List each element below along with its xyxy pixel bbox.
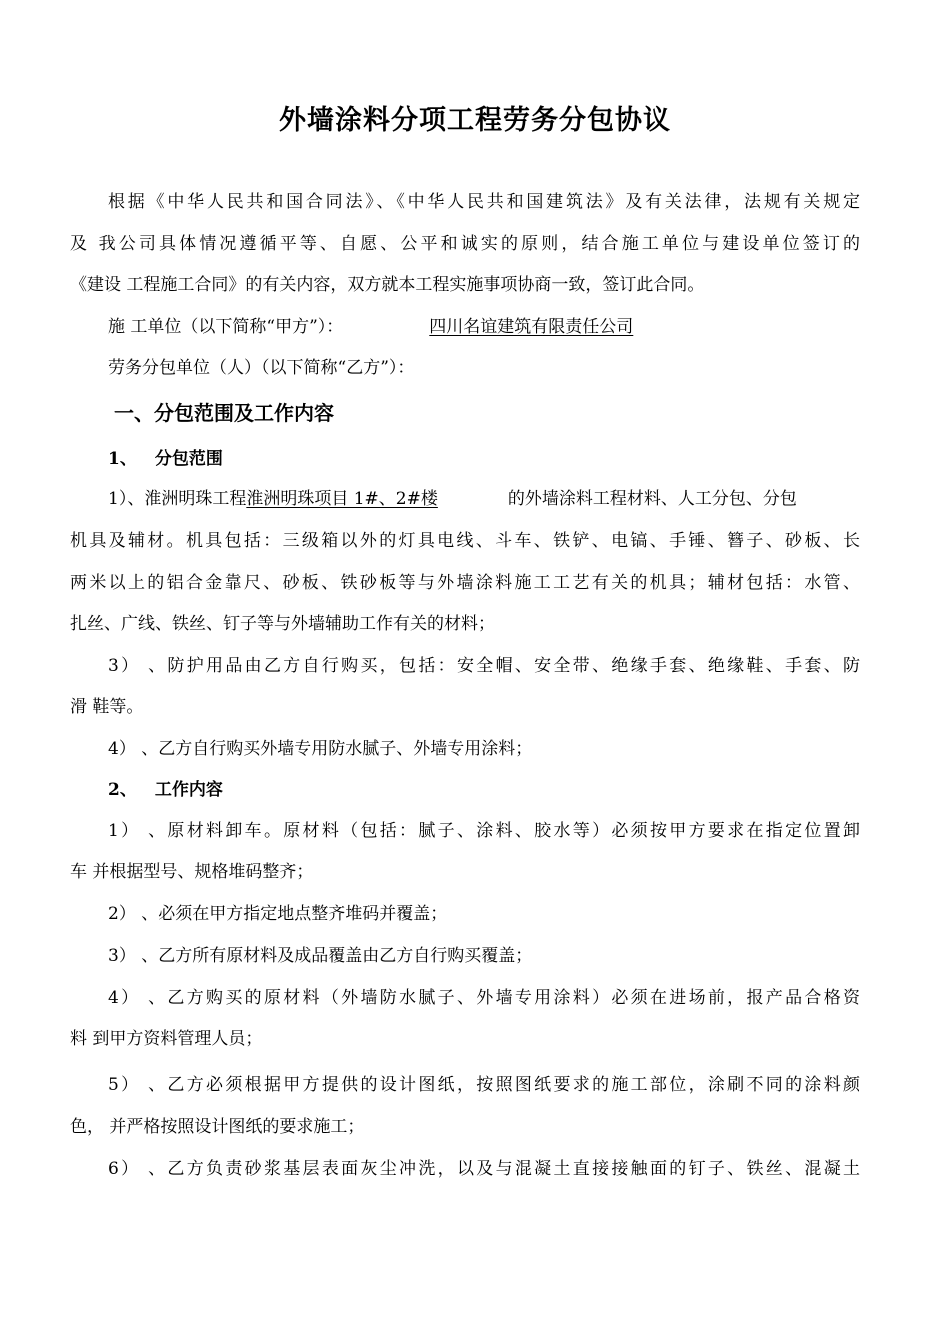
- section-1-heading: 一、分包范围及工作内容: [114, 401, 334, 425]
- subsection-2-number: 2、: [108, 780, 137, 800]
- intro-line-3: 《建设 工程施工合同》的有关内容，双方就本工程实施事项协商一致，签订此合同。: [70, 275, 705, 295]
- subsection-1-heading: [108, 448, 898, 470]
- subsection-2-title: 工作内容: [154, 780, 223, 800]
- party-b-line: 劳务分包单位（人）（以下简称“乙方”）：: [108, 358, 415, 378]
- work-item-2-line-1: 2） 、必须在甲方指定地点整齐堆码并覆盖；: [108, 904, 448, 924]
- party-a-name: 四川名谊建筑有限责任公司: [429, 317, 634, 337]
- work-item-4-line-1: 4） 、乙方购买的原材料（外墙防水腻子、外墙专用涂料）必须在进场前，报产品合格资: [108, 988, 860, 1008]
- party-a-line: [108, 316, 898, 338]
- scope-item-1-line-3: 两米以上的铝合金靠尺、砂板、铁砂板等与外墙涂料施工工艺有关的机具；辅材包括：水管、: [70, 573, 860, 593]
- scope-item-1-project: 淮洲明珠项目 1#、2#楼: [246, 489, 438, 509]
- subsection-1-number: 1、: [108, 449, 137, 469]
- scope-item-1-suffix: 的外墙涂料工程材料、人工分包、分包: [507, 489, 797, 509]
- scope-item-1-line-2: 机具及辅材。机具包括：三级箱以外的灯具电线、斗车、铁铲、电镐、手锤、簪子、砂板、长: [70, 531, 860, 551]
- intro-line-2: 及 我公司具体情况遵循平等、自愿、公平和诚实的原则，结合施工单位与建设单位签订的: [70, 234, 860, 254]
- scope-item-1-line-1: [108, 488, 898, 510]
- work-item-5-line-2: 色， 并严格按照设计图纸的要求施工；: [70, 1117, 365, 1137]
- party-a-label: 施 工单位（以下简称“甲方”）：: [108, 317, 344, 337]
- subsection-2-heading: [108, 779, 898, 801]
- scope-item-3-line-1: 3） 、防护用品由乙方自行购买，包括：安全帽、安全带、绝缘手套、绝缘鞋、手套、防: [108, 656, 860, 676]
- scope-item-4-line-1: 4） 、乙方自行购买外墙专用防水腻子、外墙专用涂料；: [108, 739, 533, 759]
- work-item-1-line-2: 车 并根据型号、规格堆码整齐；: [70, 862, 314, 882]
- scope-item-1-line-4: 扎丝、广线、铁丝、钉子等与外墙辅助工作有关的材料；: [70, 614, 495, 634]
- work-item-3-line-1: 3） 、乙方所有原材料及成品覆盖由乙方自行购买覆盖；: [108, 946, 533, 966]
- scope-item-1-prefix: 1）、淮洲明珠工程: [108, 489, 247, 509]
- document-title: 外墙涂料分项工程劳务分包协议: [279, 105, 671, 136]
- work-item-6-line-1: 6） 、乙方负责砂浆基层表面灰尘冲洗，以及与混凝土直接接触面的钉子、铁丝、混凝土: [108, 1159, 860, 1179]
- work-item-1-line-1: 1） 、原材料卸车。原材料（包括：腻子、涂料、胶水等）必须按甲方要求在指定位置卸: [108, 821, 860, 841]
- scope-item-3-line-2: 滑 鞋等。: [70, 697, 144, 717]
- work-item-5-line-1: 5） 、乙方必须根据甲方提供的设计图纸，按照图纸要求的施工部位，涂刷不同的涂料颜: [108, 1075, 860, 1095]
- intro-line-1: 根据《中华人民共和国合同法》、《中华人民共和国建筑法》及有关法律，法规有关规定: [108, 192, 860, 212]
- subsection-1-title: 分包范围: [154, 449, 223, 469]
- work-item-4-line-2: 料 到甲方资料管理人员；: [70, 1029, 263, 1049]
